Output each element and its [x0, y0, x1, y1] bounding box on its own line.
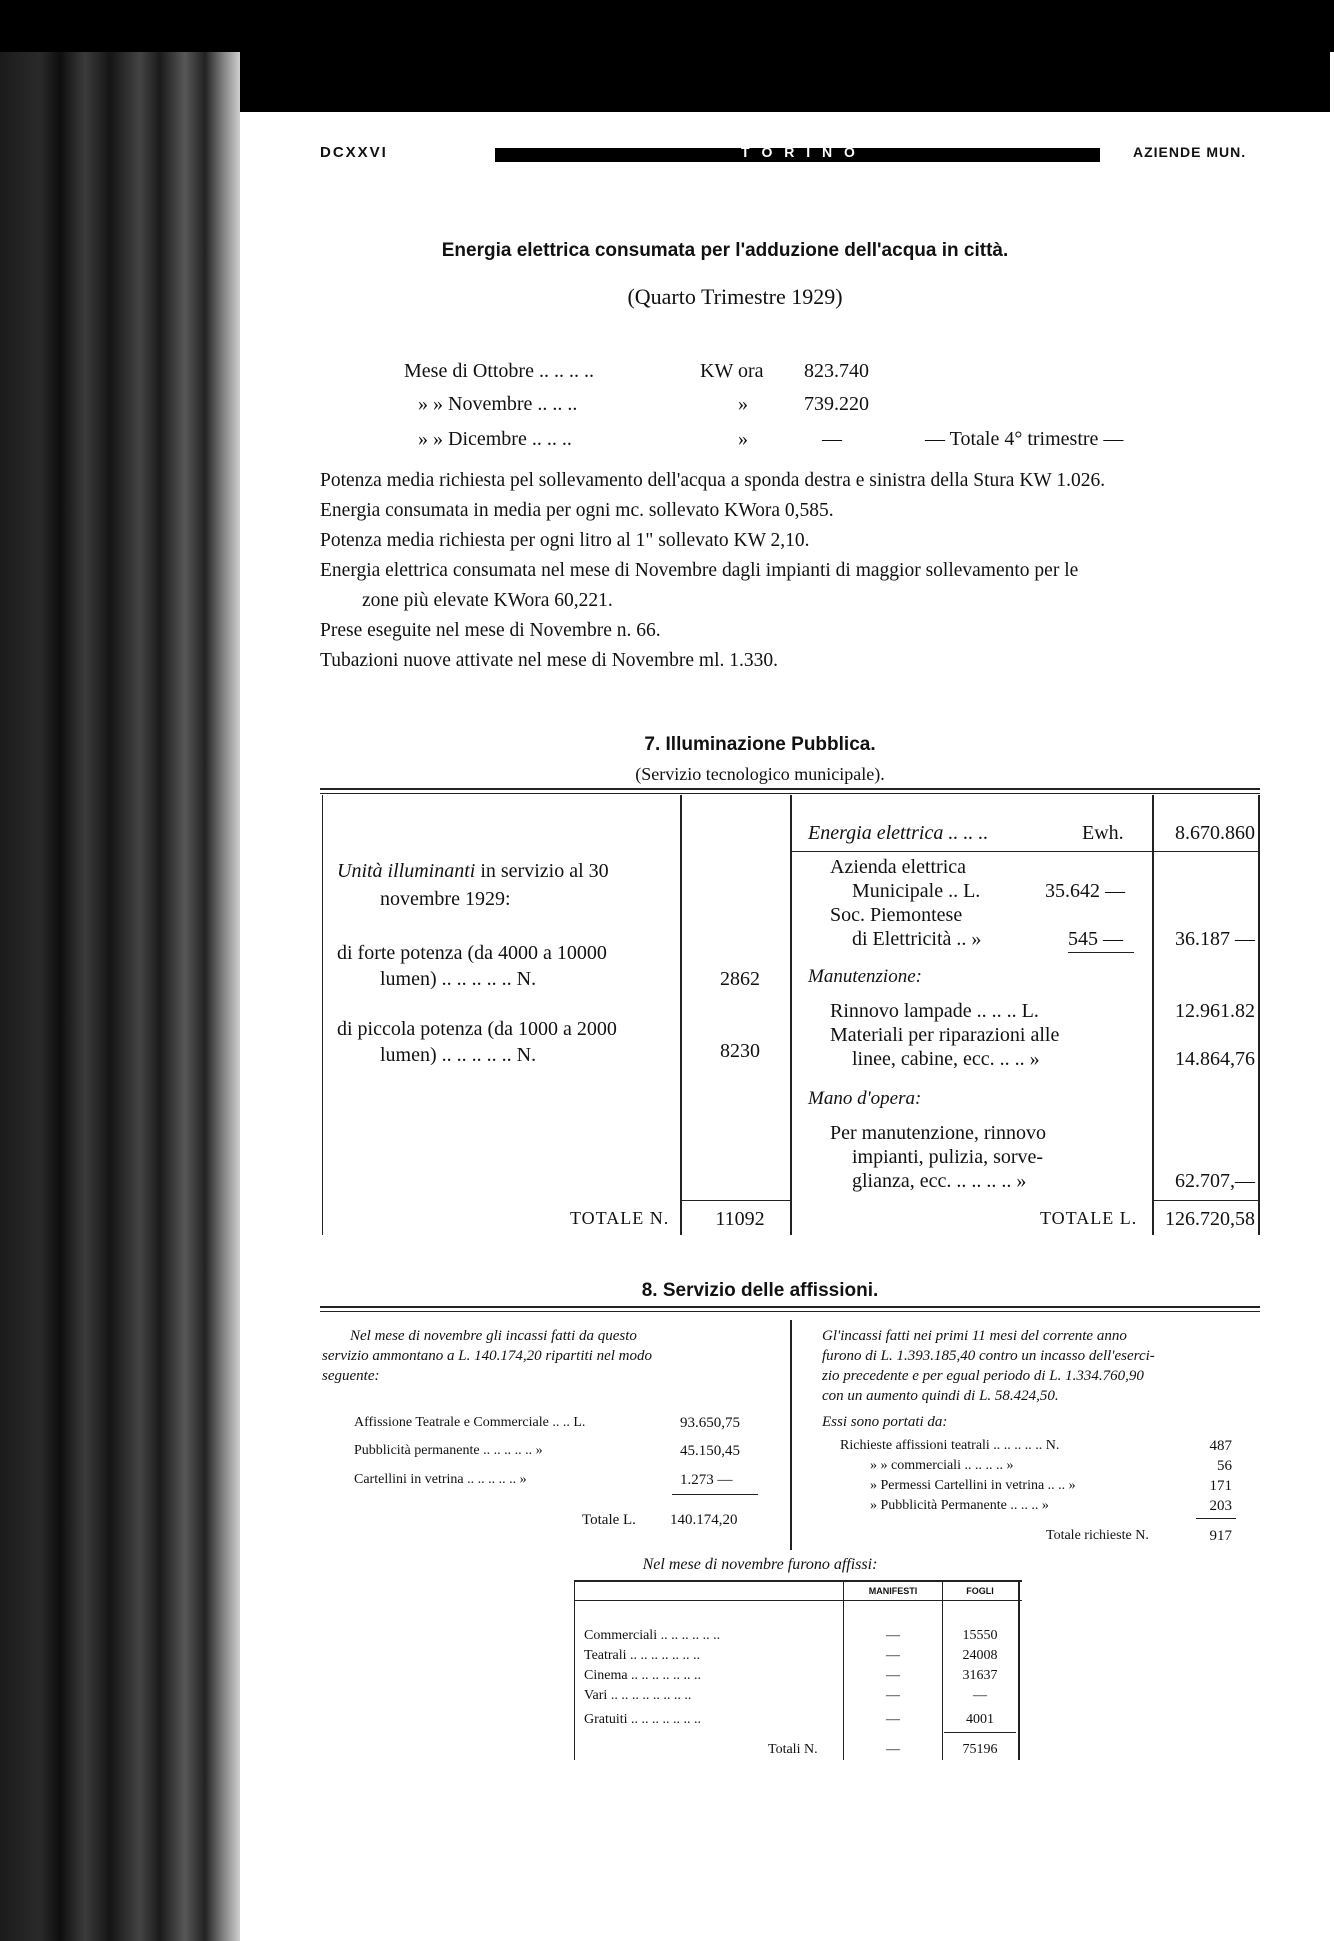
strong-units-label-2: lumen) .. .. .. .. .. N. [380, 968, 537, 990]
table-divider [942, 1580, 943, 1760]
left-intro-line: seguente: [322, 1368, 380, 1384]
requests-total-label: Totale richieste N. [1046, 1528, 1149, 1543]
col-header: FOGLI [966, 1586, 994, 1596]
azienda-line1: Azienda elettrica [830, 856, 967, 878]
month-unit: » [738, 428, 748, 450]
posted-row-fogli: 31637 [962, 1668, 998, 1683]
income-value: 45.150,45 [680, 1443, 740, 1459]
energy-title: Energia elettrica consumata per l'adduzione dell'acqua in città. [441, 240, 1009, 261]
posted-total-fogli: 75196 [962, 1742, 998, 1757]
column-divider [790, 1320, 792, 1550]
posted-row-fogli: 24008 [962, 1648, 998, 1663]
running-head-section: AZIENDE MUN. [1133, 144, 1247, 160]
quarter-total: — Totale 4° trimestre — [925, 428, 1124, 450]
energy-cost-label [808, 822, 988, 845]
sum-rule [1196, 1518, 1236, 1519]
energy-note: Energia consumata in media per ogni mc. sollevato KWora 0,585. [320, 500, 834, 521]
posted-total-manifesti: — [886, 1742, 900, 1757]
labor-line2: impianti, pulizia, sorve- [852, 1146, 1044, 1168]
table-border [1018, 1580, 1020, 1760]
labor-line1: Per manutenzione, rinnovo [830, 1122, 1047, 1144]
small-units-label-2: lumen) .. .. .. .. .. N. [380, 1044, 537, 1066]
energy-note: Prese eseguite nel mese di Novembre n. 66. [320, 620, 661, 641]
energy-note: Tubazioni nuove attivate nel mese di Novembre ml. 1.330. [320, 650, 778, 671]
table-border [322, 795, 323, 1235]
lamp-label: Rinnovo lampade .. .. .. L. [830, 1000, 1039, 1022]
posted-row-label: Teatrali .. .. .. .. .. .. .. [584, 1648, 701, 1663]
table-rule [320, 788, 1260, 790]
income-total-value: 140.174,20 [670, 1512, 738, 1528]
cost-total-value: 126.720,58 [1165, 1208, 1255, 1230]
lighting-title: 7. Illuminazione Pubblica. [644, 734, 876, 755]
labor-value: 62.707,— [1175, 1170, 1255, 1192]
right-intro-line: furono di L. 1.393.185,40 contro un incasso dell'eserci- [822, 1348, 1155, 1364]
sum-rule [944, 1732, 1016, 1733]
sum-rule [672, 1494, 758, 1495]
posted-row-label: Vari .. .. .. .. .. .. .. .. [584, 1688, 692, 1703]
income-label: Pubblicità permanente .. .. .. .. .. » [354, 1443, 543, 1458]
right-intro-line: con un aumento quindi di L. 58.424,50. [822, 1388, 1059, 1404]
posted-row-fogli: — [973, 1688, 987, 1703]
left-intro-line: Nel mese di novembre gli incassi fatti da questo [350, 1328, 637, 1344]
units-total-label: TOTALE N. [570, 1208, 670, 1228]
total-rule [682, 1200, 790, 1201]
lighting-subtitle: (Servizio tecnologico municipale). [635, 764, 885, 784]
table-border [574, 1580, 575, 1760]
table-rule [574, 1600, 1022, 1601]
energy-note: zone più elevate KWora 60,221. [362, 590, 613, 611]
posted-total-label: Totali N. [768, 1742, 818, 1757]
section-rule [320, 1306, 1260, 1308]
units-total-value: 11092 [715, 1208, 765, 1230]
lamp-value: 12.961.82 [1175, 1000, 1255, 1022]
request-label: » Permessi Cartellini in vetrina .. .. » [870, 1478, 1076, 1493]
energy-cost-label-text: Energia elettrica .. .. .. [808, 822, 989, 844]
small-units-label: di piccola potenza (da 1000 a 2000 [337, 1018, 617, 1040]
labor-line3: glianza, ecc. .. .. .. .. » [852, 1170, 1027, 1192]
materials-line1: Materiali per riparazioni alle [830, 1024, 1060, 1046]
income-value: 93.650,75 [680, 1415, 740, 1431]
left-intro-line: servizio ammontano a L. 140.174,20 ripartiti nel modo [322, 1348, 653, 1364]
month-label: » » Dicembre .. .. .. [418, 428, 572, 450]
income-value: 1.273 — [680, 1472, 733, 1488]
request-value: 56 [1217, 1458, 1232, 1474]
small-units-value: 8230 [720, 1040, 760, 1062]
mano-opera-heading: Mano d'opera: [808, 1088, 922, 1109]
page-number: DCXXVI [320, 144, 388, 161]
month-value: 739.220 [804, 393, 869, 415]
total-rule [1154, 1200, 1258, 1201]
manutenzione-heading: Manutenzione: [808, 966, 922, 987]
energy-cost-unit: Ewh. [1082, 822, 1124, 844]
requests-subheading: Essi sono portati da: [822, 1414, 948, 1430]
request-value: 171 [1209, 1478, 1232, 1494]
col-header: MANIFESTI [868, 1586, 918, 1596]
materials-line2: linee, cabine, ecc. .. .. » [852, 1048, 1040, 1070]
month-label: Mese di Ottobre .. .. .. .. [404, 360, 594, 382]
income-label: Affissione Teatrale e Commerciale .. .. L. [354, 1415, 586, 1430]
month-label: » » Novembre .. .. .. [418, 393, 578, 415]
energy-note: Potenza media richiesta per ogni litro al 1" sollevato KW 2,10. [320, 530, 810, 551]
azienda-line2: Municipale .. L. [852, 880, 981, 902]
row-rule [792, 851, 1258, 852]
section-rule [320, 1311, 1260, 1312]
requests-total-value: 917 [1209, 1528, 1232, 1544]
posted-row-label: Gratuiti .. .. .. .. .. .. .. [584, 1712, 702, 1727]
soc-line2: di Elettricità .. » [852, 928, 982, 950]
table-divider [1152, 795, 1154, 1235]
month-unit: » [738, 393, 748, 415]
azienda-value: 35.642 — [1045, 880, 1125, 902]
energy-subtitle: (Quarto Trimestre 1929) [627, 284, 843, 309]
elec-total-value: 36.187 — [1175, 928, 1255, 950]
running-head-city: T O R I N O [741, 144, 859, 160]
posted-row-manifesti: — [886, 1688, 900, 1703]
units-heading-rest: in servizio al 30 [480, 860, 609, 882]
posted-row-manifesti: — [886, 1648, 900, 1663]
posted-row-fogli: 4001 [966, 1712, 994, 1727]
posted-row-fogli: 15550 [962, 1628, 998, 1643]
right-intro-line: Gl'incassi fatti nei primi 11 mesi del corrente anno [822, 1328, 1127, 1344]
table-rule [320, 793, 1260, 794]
units-heading [337, 860, 609, 883]
posted-row-manifesti: — [886, 1668, 900, 1683]
sum-rule [1068, 952, 1134, 953]
request-value: 203 [1209, 1498, 1232, 1514]
units-heading-line2: novembre 1929: [380, 888, 511, 910]
request-label: Richieste affissioni teatrali .. .. .. .. .. N. [840, 1438, 1060, 1453]
table-divider [680, 795, 682, 1235]
affissioni-title: 8. Servizio delle affissioni. [641, 1280, 879, 1301]
posted-row-label: Commerciali .. .. .. .. .. .. [584, 1628, 721, 1643]
materials-value: 14.864,76 [1175, 1048, 1255, 1070]
posted-row-manifesti: — [886, 1712, 900, 1727]
right-intro-line: zio precedente e per egual periodo di L. 1.334.760,90 [822, 1368, 1144, 1384]
month-unit: KW ora [700, 360, 764, 382]
table-rule [574, 1580, 1022, 1582]
strong-units-value: 2862 [720, 968, 760, 990]
soc-line1: Soc. Piemontese [830, 904, 963, 926]
income-label: Cartellini in vetrina .. .. .. .. .. » [354, 1472, 527, 1487]
month-value: 823.740 [804, 360, 869, 382]
table-border [1258, 795, 1260, 1235]
table-divider [843, 1580, 844, 1760]
posted-row-label: Cinema .. .. .. .. .. .. .. [584, 1668, 702, 1683]
request-label: » Pubblicità Permanente .. .. .. » [870, 1498, 1049, 1513]
strong-units-label: di forte potenza (da 4000 a 10000 [337, 942, 607, 964]
cost-total-label: TOTALE L. [1040, 1208, 1138, 1228]
month-value: — [822, 428, 842, 450]
posted-row-manifesti: — [886, 1628, 900, 1643]
energy-note: Energia elettrica consumata nel mese di Novembre dagli impianti di maggior sollevamento per le [320, 560, 1079, 581]
request-label: » » commerciali .. .. .. .. » [870, 1458, 1014, 1473]
book-spine-shadow [0, 52, 240, 1941]
income-total-label: Totale L. [582, 1512, 636, 1528]
soc-value: 545 — [1068, 928, 1123, 950]
energy-note: Potenza media richiesta pel sollevamento dell'acqua a sponda destra e sinistra della Stura KW 1.026. [320, 470, 1106, 491]
scan-dark-border-top [0, 0, 1334, 52]
posted-title: Nel mese di novembre furono affissi: [642, 1556, 878, 1573]
energy-cost-value: 8.670.860 [1175, 822, 1255, 844]
units-heading-italic: Unità illuminanti [337, 860, 476, 882]
table-divider [790, 795, 792, 1235]
request-value: 487 [1209, 1438, 1232, 1454]
